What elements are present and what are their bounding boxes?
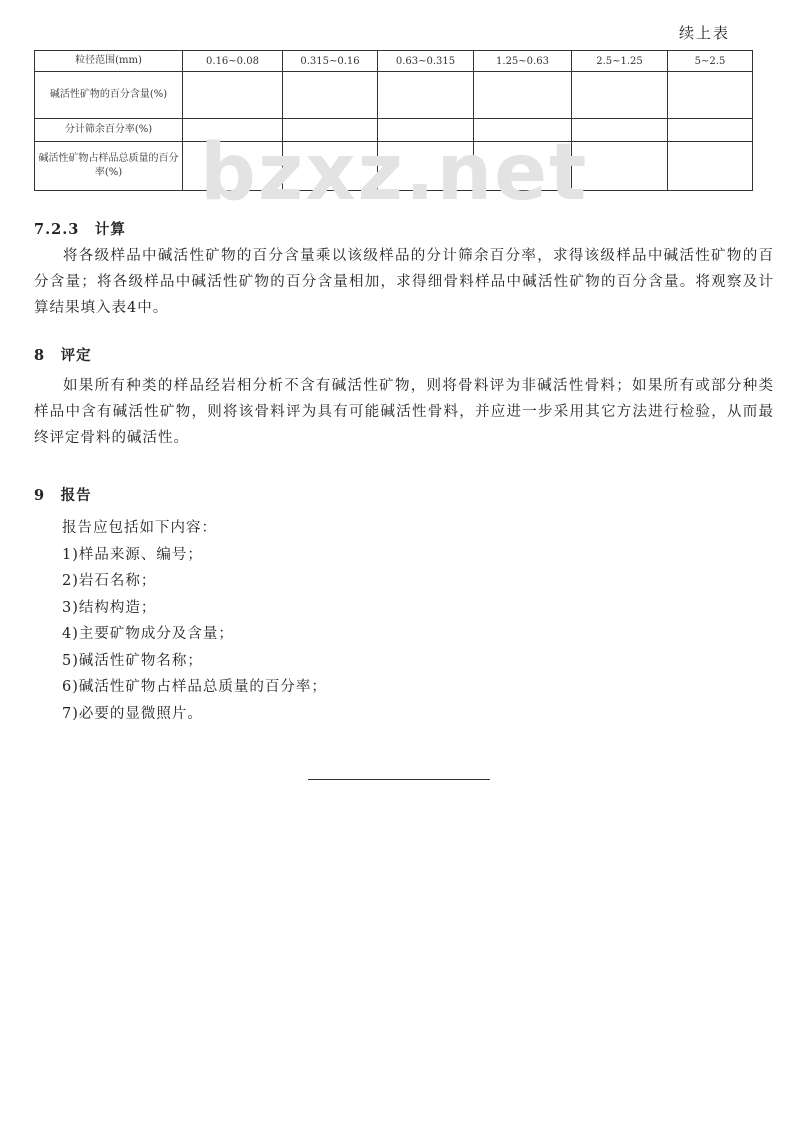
paragraph: 将各级样品中碱活性矿物的百分含量乘以该级样品的分计筛余百分率，求得该级样品中碱活性矿物的百分含量；将各级样品中碱活性矿物的百分含量相加，求得细骨料样品中碱活性矿物的百分含量。将观察及计算结果填入表4中。 (34, 248, 774, 316)
table-cell (668, 119, 753, 142)
list-item: 7)必要的显微照片。 (62, 705, 203, 722)
watermark: bzxz.net (200, 128, 589, 218)
table-cell (668, 72, 753, 119)
table-cell (183, 72, 283, 119)
list-item: 3)结构构造； (62, 599, 157, 616)
row-label-alkali-mineral-content: 碱活性矿物的百分含量(%) (35, 72, 183, 119)
section-heading: 7.2.3 计算 (34, 221, 126, 238)
table-row (35, 72, 753, 119)
list-item: 2)岩石名称； (62, 573, 157, 589)
section-9 (34, 484, 774, 727)
table-cell (572, 72, 668, 119)
end-rule (308, 779, 490, 780)
header-col-1: 0.16~0.08 (183, 51, 283, 72)
header-col-4: 1.25~0.63 (474, 51, 572, 72)
list-item: 5)碱活性矿物名称； (62, 652, 203, 669)
header-size-range: 粒径范围(mm) (35, 51, 183, 72)
paragraph: 如果所有种类的样品经岩相分析不含有碱活性矿物，则将骨料评为非碱活性骨料；如果所有或部分种类样品中含有碱活性矿物，则将该骨料评为具有可能碱活性骨料，并应进一步采用其它方法进行检验，从而最终评定骨料的碱活性。 (34, 378, 774, 446)
header-col-5: 2.5~1.25 (572, 51, 668, 72)
table-cell (283, 72, 378, 119)
row-label-alkali-mineral-total-percent: 碱活性矿物占样品总质量的百分率(%) (35, 142, 183, 191)
list-item: 1)样品来源、编号； (62, 546, 203, 563)
table-cell (474, 72, 572, 119)
list-item: 6)碱活性矿物占样品总质量的百分率； (62, 679, 327, 695)
header-col-3: 0.63~0.315 (378, 51, 474, 72)
row-label-sieve-residue: 分计筛余百分率(%) (35, 119, 183, 142)
section-heading: 8 评定 (34, 347, 92, 364)
report-list (34, 515, 774, 727)
list-item: 4)主要矿物成分及含量； (62, 626, 234, 642)
continued-table-label: 续上表 (678, 24, 730, 42)
table-cell (378, 72, 474, 119)
table-cell (668, 142, 753, 191)
header-col-2: 0.315~0.16 (283, 51, 378, 72)
section-heading: 9 报告 (34, 487, 92, 504)
list-intro: 报告应包括如下内容： (62, 520, 217, 536)
section-8 (34, 344, 774, 451)
table-header-row (35, 51, 753, 72)
section-7-2-3 (34, 218, 774, 321)
header-col-6: 5~2.5 (668, 51, 753, 72)
